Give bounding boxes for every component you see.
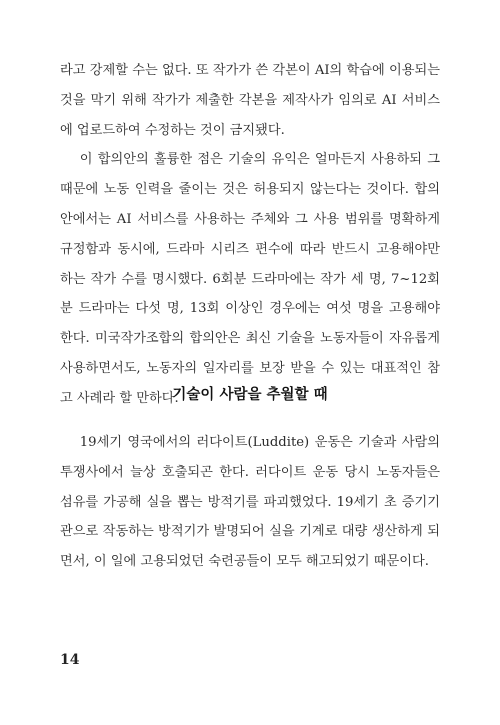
text-block-bottom: [60, 428, 440, 577]
paragraph-agreement-merits: 이 합의안의 훌륭한 점은 기술의 유익은 얼마든지 사용하되 그 때문에 노동 인력을 줄이는 것은 허용되지 않는다는 것이다. 합의안에서는 AI 서비스를 사용하는 주체와 그 사용 범위를 명확하게 규정함과 동시에, 드라마 시리즈 편수에 따라 반드시 고용해야만 하는 작가 수를 명시했다. 6회분 드라마에는 작가 세 명, 7~12회분 드라마는 다섯 명, 13회 이상인 경우에는 여섯 명을 고용해야 한다. 미국작가조합의 합의안은 최신 기술을 노동자들이 자유롭게 사용하면서도, 노동자의 일자리를 보장 받을 수 있는 대표적인 참고 사례라 할 만하다.: [60, 152, 440, 406]
section-heading: 기술이 사람을 추월할 때: [172, 387, 328, 403]
page-number: 14: [60, 652, 80, 668]
paragraph-continuation: 라고 강제할 수는 없다. 또 작가가 쓴 각본이 AI의 학습에 이용되는 것을 막기 위해 작가가 제출한 각본을 제작사가 임의로 AI 서비스에 업로드하여 수정하는 것이 금지됐다.: [60, 63, 440, 138]
paragraph-luddite: 19세기 영국에서의 러다이트(Luddite) 운동은 기술과 사람의 투쟁사에서 늘상 호출되곤 한다. 러다이트 운동 당시 노동자들은 섬유를 가공해 실을 뽑는 방적기를 파괴했었다. 19세기 초 증기기관으로 작동하는 방적기가 발명되어 실을 기계로 대량 생산하게 되면서, 이 일에 고용되었던 숙련공들이 모두 해고되었기 때문이다.: [60, 435, 440, 570]
text-block-top: [60, 56, 440, 414]
